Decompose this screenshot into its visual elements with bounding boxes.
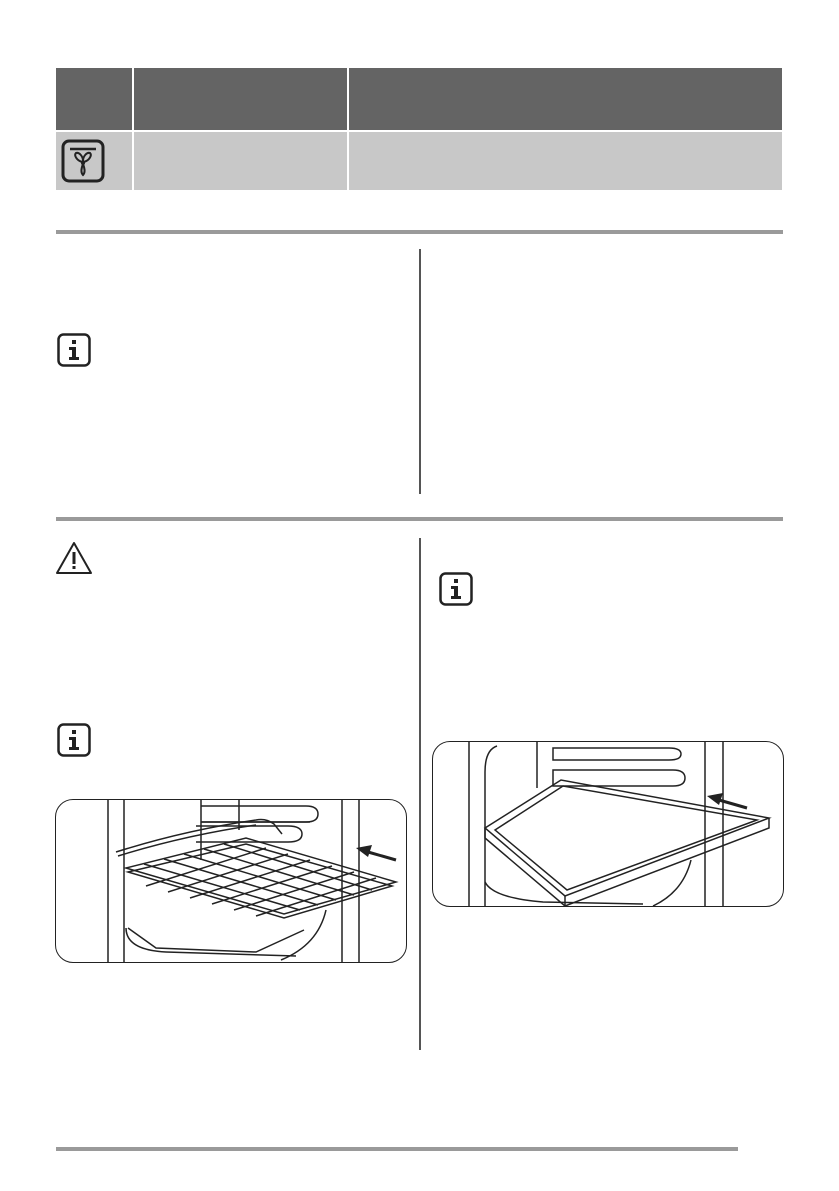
section-rule xyxy=(56,230,783,234)
header-cell-application xyxy=(349,68,782,130)
header-cell-function xyxy=(134,68,347,130)
wire-shelf-insertion xyxy=(56,800,407,963)
wire-shelf-illustration xyxy=(55,799,407,963)
row-cell-function xyxy=(134,132,347,190)
info-icon xyxy=(57,333,91,367)
info-icon xyxy=(57,723,91,757)
warning-triangle-icon xyxy=(54,540,94,576)
function-table-row xyxy=(56,132,782,190)
function-table-header xyxy=(56,68,782,130)
insert-direction-arrow-icon xyxy=(707,793,747,808)
section-rule xyxy=(56,517,783,521)
column-divider xyxy=(419,538,421,1050)
baking-tray-illustration xyxy=(432,741,784,907)
row-cell-application xyxy=(349,132,782,190)
info-icon xyxy=(439,572,473,606)
fan-heating-icon xyxy=(61,139,105,183)
column-divider xyxy=(419,249,421,494)
baking-tray-insertion xyxy=(433,742,784,907)
insert-direction-arrow-icon xyxy=(356,845,396,860)
header-cell-symbol xyxy=(56,68,132,130)
footer-rule xyxy=(56,1147,738,1151)
